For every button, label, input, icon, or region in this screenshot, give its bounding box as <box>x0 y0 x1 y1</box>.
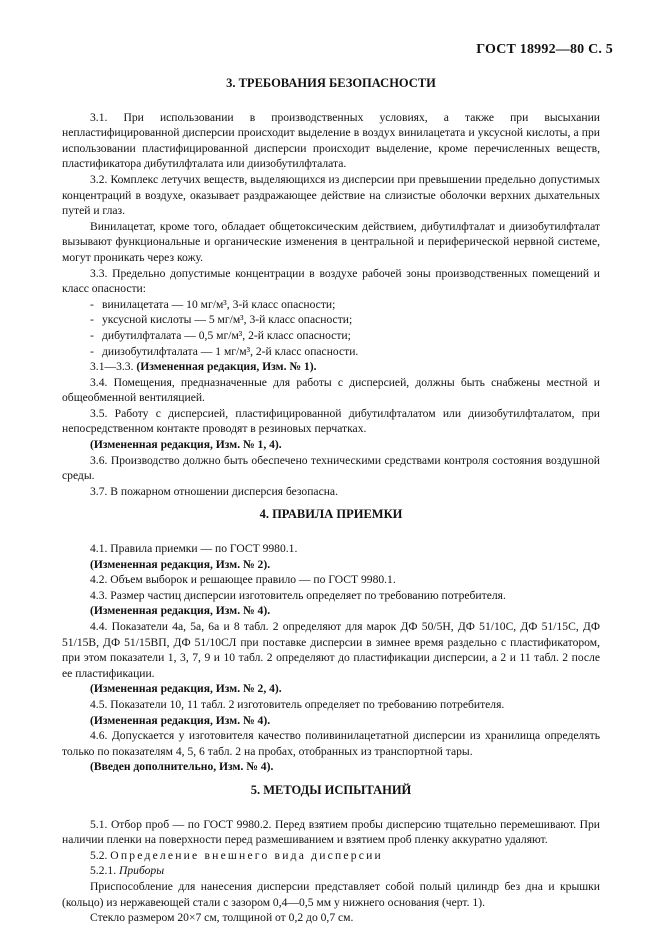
paragraph-4-4: 4.4. Показатели 4а, 5а, 6а и 8 табл. 2 определяют для марок ДФ 50/5Н, ДФ 51/10С, ДФ 51/15С, ДФ 51/15В, ДФ 51/15ВП, ДФ 51/10СЛ при поставке дисперсии в зимнее время раздельно с пластификатором, при этом показатели 1, 3, 7, 9 и 10 табл. 2 определяют до пластификации дисперсии, а 2 и 11 табл. 2 после ее пластификации. <box>62 620 600 680</box>
paragraph-5-1: 5.1. Отбор проб — по ГОСТ 9980.2. Перед взятием пробы дисперсию тщательно перемешивают. При наличии пленки на поверхности перед размешиванием и взятием проб пленку аккуратно удаляют. <box>62 817 600 847</box>
amendment-note: (Введен дополнительно, Изм. № 4). <box>90 760 274 774</box>
amendment-note: (Измененная редакция, Изм. № 4). <box>90 604 271 618</box>
amendment-note: (Измененная редакция, Изм. № 2). <box>90 557 271 571</box>
section-3-heading: 3. ТРЕБОВАНИЯ БЕЗОПАСНОСТИ <box>226 76 436 90</box>
amendment-note: (Измененная редакция, Изм. № 1, 4). <box>90 438 282 452</box>
paragraph-5-2-1-glass: Стекло размером 20×7 см, толщиной от 0,2 до 0,7 см. <box>90 911 354 925</box>
paragraph-4-3: 4.3. Размер частиц дисперсии изготовитель определяет по требованию потребителя. <box>90 588 506 602</box>
paragraph-4-1: 4.1. Правила приемки — по ГОСТ 9980.1. <box>90 542 298 556</box>
document-body <box>62 76 600 926</box>
amendment-note: (Измененная редакция, Изм. № 2, 4). <box>90 682 282 696</box>
list-item: - винилацетата — 10 мг/м³, 3-й класс опасности; <box>90 297 336 311</box>
paragraph-3-6: 3.6. Производство должно быть обеспечено техническими средствами контроля состояния воздушной среды. <box>62 453 600 483</box>
list-item: - дибутилфталата — 0,5 мг/м³, 2-й класс опасности; <box>90 328 351 342</box>
paragraph-3-1: 3.1. При использовании в производственных условиях, а также при высыхании непластифицированной дисперсии происходит выделение в воздух винилацетата и уксусной кислоты, а при использовании пластифицированной дисперсии происходит выделение, кроме перечисленных веществ, пластификатора дибутилфталата или диизобутилфталата. <box>62 110 600 171</box>
paragraph-3-3: 3.3. Предельно допустимые концентрации в воздухе рабочей зоны производственных помещений и класс опасности: <box>62 266 600 296</box>
amendment-note: 3.1—3.3. (Измененная редакция, Изм. № 1). <box>90 360 317 374</box>
paragraph-5-2-1-body: Приспособление для нанесения дисперсии представляет собой полый цилиндр без дна и крышки (кольцо) из нержавеющей стали с зазором 0,4—0,5 мм у нижнего основания (черт. 1). <box>62 879 600 909</box>
paragraph-3-2-cont: Винилацетат, кроме того, обладает общетоксическим действием, дибутилфталат и диизобутилфталат вызывают функциональные и органические изменения в центральной и периферической нервной системе, могут проникать через кожу. <box>62 219 600 264</box>
paragraph-5-2: 5.2. Определение внешнего вида дисперсии <box>90 848 383 862</box>
paragraph-5-2-1: 5.2.1. Приборы <box>90 864 165 878</box>
paragraph-4-6: 4.6. Допускается у изготовителя качество поливинилацетатной дисперсии из хранилища определять только по показателям 4, 5, 6 табл. 2 на пробах, отобранных из транспортной тары. <box>62 729 600 758</box>
section-5-heading: 5. МЕТОДЫ ИСПЫТАНИЙ <box>250 782 412 797</box>
section-4-heading: 4. ПРАВИЛА ПРИЕМКИ <box>259 507 403 522</box>
paragraph-3-4: 3.4. Помещения, предназначенные для работы с дисперсией, должны быть снабжены местной и общеобменной вентиляцией. <box>62 375 600 405</box>
paragraph-3-2: 3.2. Комплекс летучих веществ, выделяющихся из дисперсии при превышении предельно допустимых концентраций в воздухе, оказывает раздражающее действие на слизистые оболочки верхних дыхательных путей и глаз. <box>62 172 600 218</box>
amendment-note: (Измененная редакция, Изм. № 4). <box>90 713 271 727</box>
list-item: - уксусной кислоты — 5 мг/м³, 3-й класс опасности; <box>90 313 353 327</box>
paragraph-4-5: 4.5. Показатели 10, 11 табл. 2 изготовитель определяет по требованию потребителя. <box>90 697 505 711</box>
paragraph-3-5: 3.5. Работу с дисперсией, пластифицированной дибутилфталатом или диизобутилфталатом, при непосредственном контакте проводят в резиновых перчатках. <box>62 406 600 436</box>
list-item: - диизобутилфталата — 1 мг/м³, 2-й класс опасности. <box>90 344 359 358</box>
paragraph-3-7: 3.7. В пожарном отношении дисперсия безопасна. <box>90 484 338 498</box>
paragraph-4-2: 4.2. Объем выборок и решающее правило — по ГОСТ 9980.1. <box>90 573 396 587</box>
page-header: ГОСТ 18992—80 С. 5 <box>476 42 613 57</box>
